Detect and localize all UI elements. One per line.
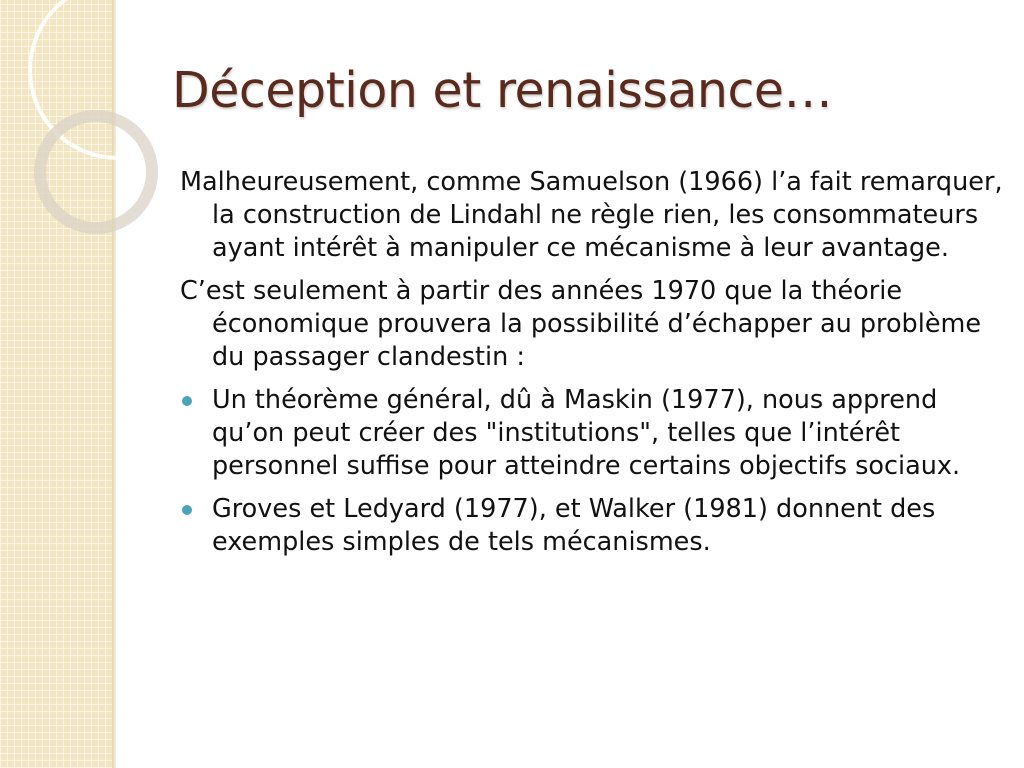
body-paragraph: C’est seulement à partir des années 1970 que la théorie économique prouvera la possibilité d’échapper au problème du passager clandestin :: [180, 276, 982, 372]
bullet-item: [180, 384, 1010, 483]
bullet-dot-icon: [182, 396, 192, 406]
slide-title: Déception et renaissance…: [172, 62, 833, 119]
bullet-text: Un théorème général, dû à Maskin (1977), nous apprend qu’on peut créer des "institutions", telles que l’intérêt personnel suffise pour atteindre certains objectifs sociaux.: [212, 385, 961, 481]
bullet-item: [180, 493, 1010, 559]
side-band-edge: [112, 0, 116, 768]
slide-body: [180, 166, 1010, 569]
body-paragraph: Malheureusement, comme Samuelson (1966) l’a fait remarquer, la construction de Lindahl ne règle rien, les consommateurs ayant intérêt à manipuler ce mécanisme à leur avantage.: [180, 167, 1003, 263]
bullet-dot-icon: [182, 505, 192, 515]
bullet-text: Groves et Ledyard (1977), et Walker (1981) donnent des exemples simples de tels mécanismes.: [212, 494, 936, 557]
decorative-side-band: [0, 0, 112, 768]
